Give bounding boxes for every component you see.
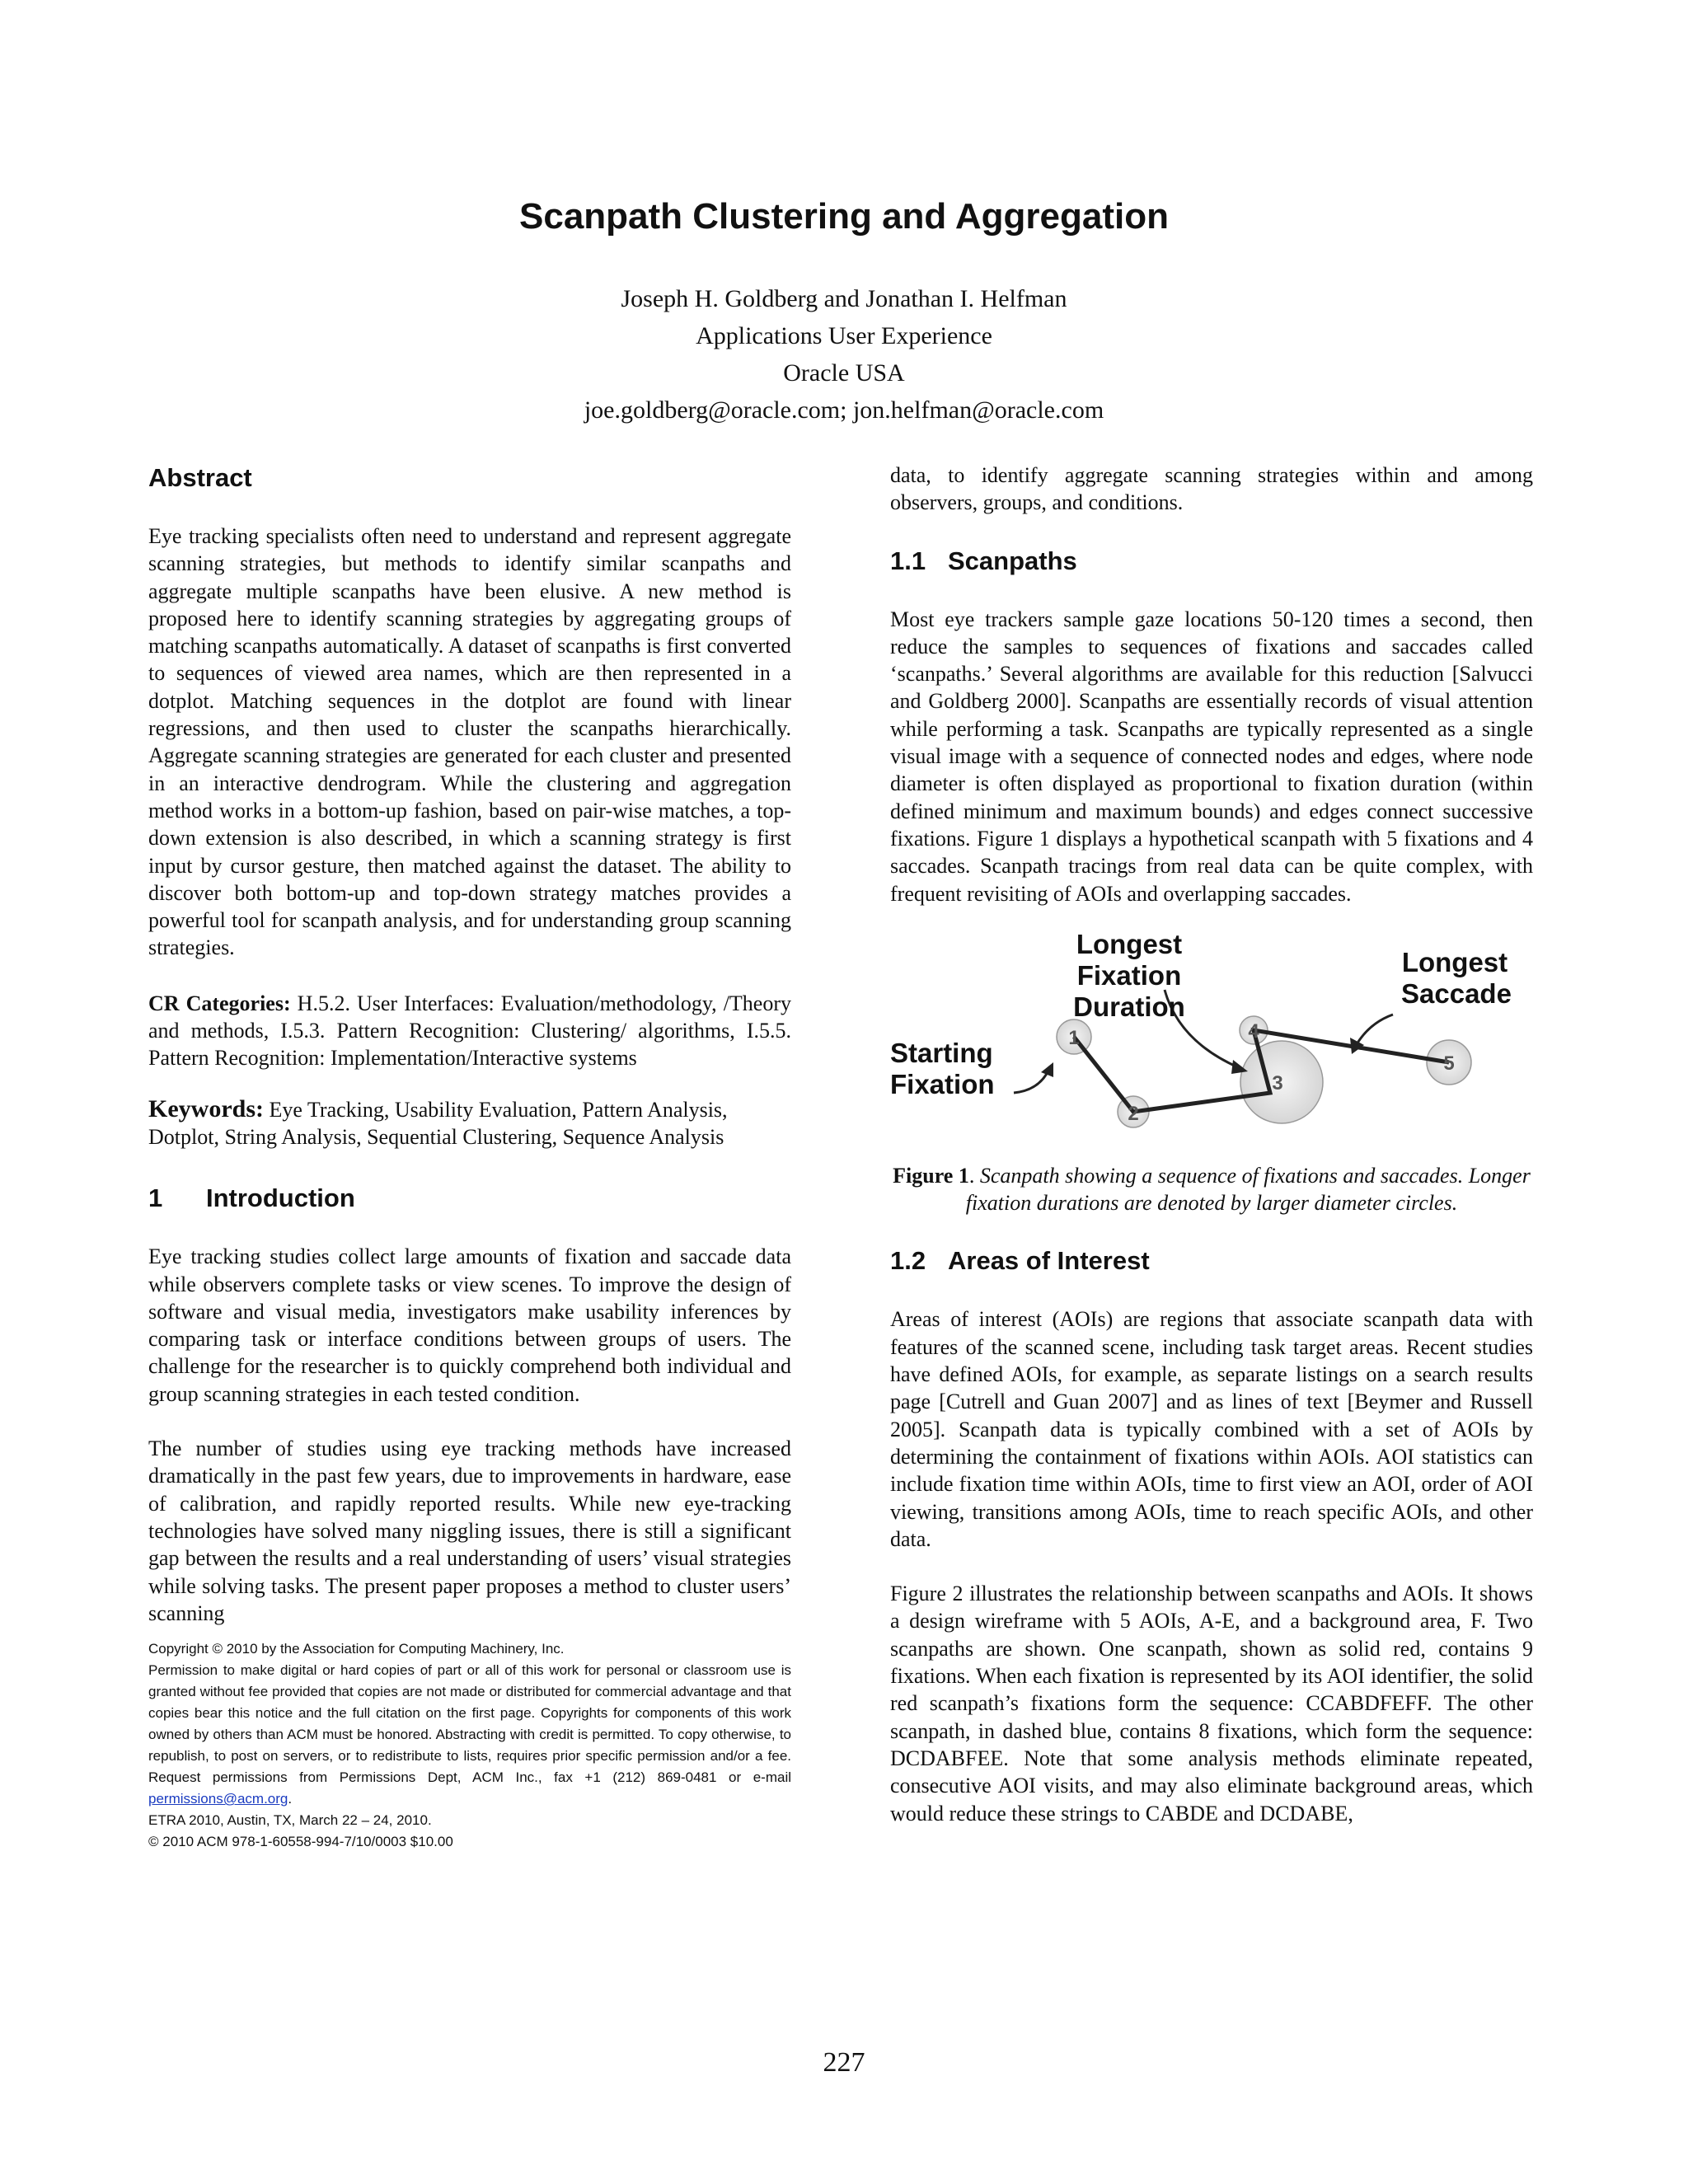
intro-num: 1 bbox=[148, 1183, 163, 1213]
figure-1 bbox=[890, 926, 1533, 1144]
keywords-label: Keywords: bbox=[148, 1094, 264, 1122]
label-longest-saccade-line1: Longest bbox=[1401, 946, 1508, 977]
copyright-body-text: Permission to make digital or hard copies of part or all of this work for personal or classroom use is granted without fee provided that copies are not made or distributed for commercial advantage and that copies bear this notice and the full citation on the first page. Copyrights for components of this work owned by others than ACM must be honored. Abstracting with credit is permitted. To copy otherwise, to republish, to post on servers, or to redistribute to lists, requires prior specific permission and/or a fee. Request permissions from Permissions Dept, ACM Inc., fax +1 (212) 869-0481 or e-mail bbox=[148, 1662, 791, 1786]
intro-title: Introduction bbox=[206, 1183, 355, 1213]
abstract-text: Eye tracking specialists often need to understand and represent aggregate scanning strategies, but methods to identify similar scanpaths and aggregate multiple scanpaths have been elusive. A new method is proposed here to identify scanning strategies by aggregating groups of matching scanpaths automatically. A dataset of scanpaths is first converted to sequences of viewed area names, which are then represented in a dotplot. Matching sequences in the dotplot are found with linear regressions, and then used to cluster the scanpaths hierarchically. Aggregate scanning strategies are generated for each cluster and presented in an interactive dendrogram. While the clustering and aggregation method works in a bottom-up fashion, based on pair-wise matches, a top-down extension is also described, in which a scanning strategy is first input by cursor gesture, then matched against the dataset. The ability to discover both bottom-up and top-down strategy matches provides a powerful tool for scanpath analysis, and for understanding group scanning strategies. bbox=[148, 524, 791, 960]
permissions-email-link[interactable]: permissions@acm.org bbox=[148, 1791, 288, 1807]
isbn-line: © 2010 ACM 978-1-60558-994-7/10/0003 $10.00 bbox=[148, 1834, 453, 1850]
aoi-heading bbox=[890, 1244, 1533, 1277]
author-block bbox=[0, 280, 1688, 429]
arrow-longest-saccade-head bbox=[1350, 1038, 1364, 1054]
figure-1-caption-sep: . bbox=[968, 1163, 980, 1188]
author-email: joe.goldberg@oracle.com; jon.helfman@oracle.com bbox=[584, 396, 1104, 424]
aoi-paragraph-2: Figure 2 illustrates the relationship between scanpaths and AOIs. It shows a design wireframe with 5 AOIs, A-E, and a background area, F. Two scanpaths are shown. One scanpath, shown as solid red, contains 9 fixations. When each fixation is represented by its AOI identifier, the solid red scanpath’s fixations form the sequence: CCABDFEFF. The other scanpath, in dashed blue, contains 8 fixations, which form the sequence: DCDABFEE. Note that some analysis methods eliminate repeated, consecutive AOI visits, and may also eliminate background areas, which would reduce these strings to CABDE and DCDABE, bbox=[890, 1582, 1533, 1825]
scanpaths-text: Most eye trackers sample gaze locations 50-120 times a second, then reduce the samples to sequences of fixations and saccades called ‘scanpaths.’ Several algorithms are available for this reduction [Salvucci and Goldberg 2000]. Scanpaths are essentially records of visual attention while performing a task. Scanpaths are typically represented as a single visual image with a sequence of connected nodes and edges, where node diameter is often displayed as proportional to fixation duration (within defined minimum and maximum bounds) and edges connect successive fixations. Figure 1 displays a hypothetical scanpath with 5 fixations and 4 saccades. Scanpath tracings from real data can be quite complex, with frequent revisiting of AOIs and overlapping saccades. bbox=[890, 607, 1533, 906]
label-longest-fixation bbox=[1026, 929, 1232, 1023]
fixation-1-label: 1 bbox=[1068, 1026, 1080, 1049]
author-names: Joseph H. Goldberg and Jonathan I. Helfman bbox=[621, 285, 1067, 312]
cr-text: H.5.2. User Interfaces: Evaluation/methodology, /Theory and methods, I.5.3. Pattern Recognition: Clustering/ algorithms, I.5.5. Pattern Recognition: Implementation/Interactive systems bbox=[148, 991, 792, 1071]
label-starting-fixation-line2: Fixation bbox=[890, 1068, 995, 1099]
aoi-paragraph-1: Areas of interest (AOIs) are regions that associate scanpath data with features of the scanned scene, including task target areas. Recent studies have defined AOIs, for example, as separate listings on a search results page [Cutrell and Guan 2007] and as lines of text [Beymer and Russell 2005]. Scanpath data is typically combined with a set of AOIs by determining the containment of fixations within AOIs. AOI statistics can include fixation time within AOIs, time to first view an AOI, order of AOI viewing, transitions among AOIs, time to reach specific AOIs, and other data. bbox=[890, 1307, 1533, 1551]
right-column bbox=[890, 462, 1533, 1827]
copyright-period: . bbox=[288, 1791, 293, 1807]
fixation-2-label: 2 bbox=[1128, 1102, 1139, 1125]
paper-title: Scanpath Clustering and Aggregation bbox=[519, 196, 1169, 237]
copyright-block bbox=[148, 1638, 791, 1853]
intro-paragraph-2-continued: data, to identify aggregate scanning strategies within and among observers, groups, and conditions. bbox=[890, 463, 1533, 515]
intro-paragraph-2: The number of studies using eye tracking methods have increased dramatically in the past few years, due to improvements in hardware, ease of calibration, and rapidly reported results. While new eye-tracking technologies have solved many niggling issues, there is still a significant gap between the results and a real understanding of users’ visual strategies while solving tasks. The present paper proposes a method to cluster users’ scanning bbox=[148, 1436, 791, 1625]
fixation-4-label: 4 bbox=[1248, 1019, 1259, 1043]
intro-paragraph-1: Eye tracking studies collect large amounts of fixation and saccade data while observers complete tasks or view scenes. To improve the design of software and visual media, investigators make usability inferences by comparing task or interface conditions between groups of users. The challenge for the researcher is to quickly comprehend both individual and group scanning strategies in each tested condition. bbox=[148, 1244, 791, 1406]
author-dept: Applications User Experience bbox=[696, 322, 992, 349]
label-longest-saccade bbox=[1401, 946, 1512, 1010]
page-number: 227 bbox=[823, 2047, 865, 2078]
figure-1-caption bbox=[890, 1162, 1533, 1217]
label-longest-fixation-line2: Duration bbox=[1073, 991, 1185, 1022]
abstract-heading: Abstract bbox=[148, 463, 252, 492]
fixation-3-label: 3 bbox=[1272, 1071, 1283, 1094]
arrow-longest-saccade bbox=[1357, 1015, 1393, 1044]
label-starting-fixation-line1: Starting bbox=[890, 1037, 993, 1068]
keywords-text: Eye Tracking, Usability Evaluation, Pattern Analysis, Dotplot, String Analysis, Sequential Clustering, Sequence Analysis bbox=[148, 1097, 728, 1149]
conference-line: ETRA 2010, Austin, TX, March 22 – 24, 2010. bbox=[148, 1812, 432, 1829]
label-starting-fixation bbox=[890, 1038, 1014, 1100]
author-org: Oracle USA bbox=[783, 359, 905, 387]
copyright-body bbox=[148, 1660, 791, 1810]
label-longest-saccade-line2: Saccade bbox=[1401, 977, 1512, 1009]
figure-1-caption-text: Scanpath showing a sequence of fixations and saccades. Longer fixation durations are denoted by larger diameter circles. bbox=[965, 1163, 1531, 1216]
scanpaths-num: 1.1 bbox=[890, 546, 926, 575]
intro-heading bbox=[148, 1182, 791, 1215]
fixation-5-label: 5 bbox=[1443, 1052, 1455, 1075]
left-column bbox=[148, 462, 791, 1853]
copyright-line: Copyright © 2010 by the Association for Computing Machinery, Inc. bbox=[148, 1641, 565, 1657]
figure-1-caption-label: Figure 1 bbox=[893, 1163, 969, 1188]
scanpaths-heading bbox=[890, 545, 1533, 578]
keywords bbox=[148, 1095, 791, 1151]
arrow-starting-fixation bbox=[1014, 1071, 1048, 1093]
aoi-num: 1.2 bbox=[890, 1246, 926, 1276]
scanpaths-title: Scanpaths bbox=[948, 546, 1077, 575]
cr-categories bbox=[148, 990, 791, 1072]
cr-label: CR Categories: bbox=[148, 991, 291, 1015]
label-longest-fixation-line1: Longest Fixation bbox=[1076, 928, 1183, 991]
aoi-title: Areas of Interest bbox=[948, 1246, 1150, 1276]
